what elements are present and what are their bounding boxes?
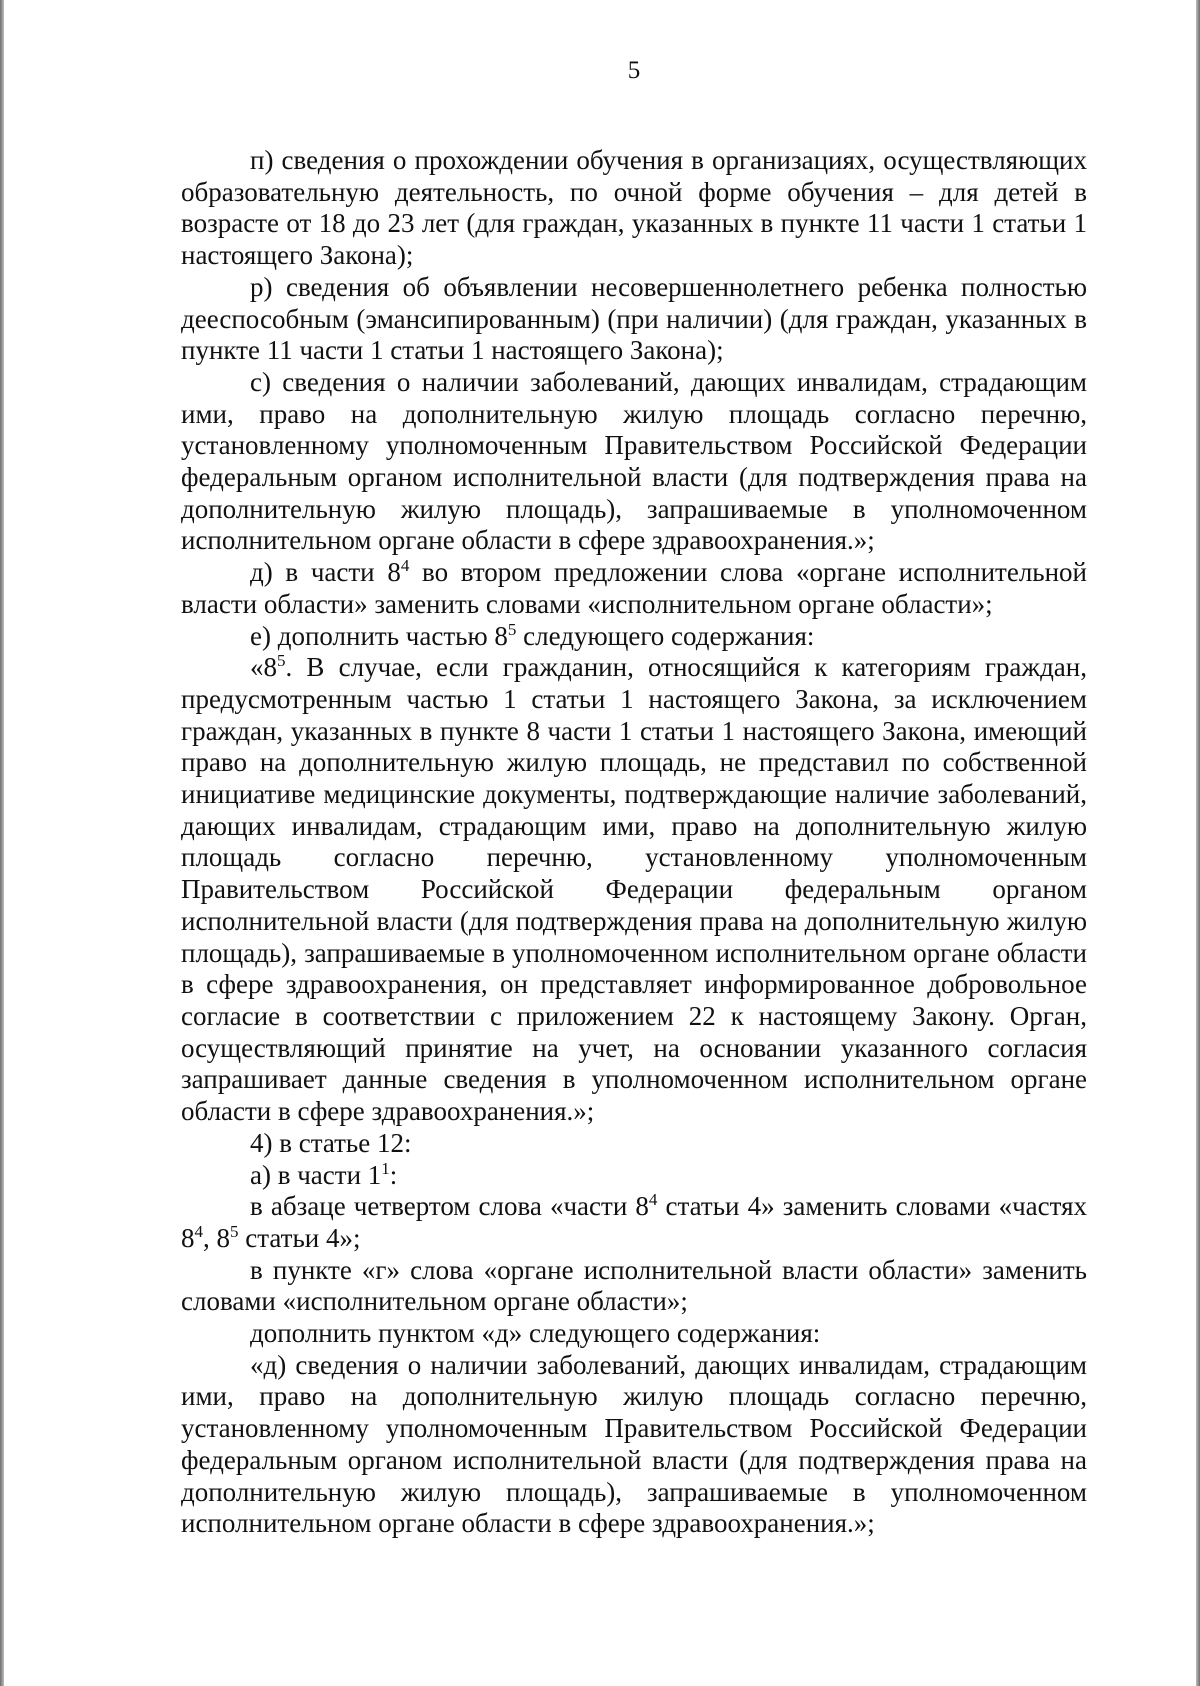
paragraph-part-8-5 (181, 652, 1087, 1128)
abzac-superscript-2: 4 (194, 1221, 203, 1241)
paragraph-point-d-text: «д) сведения о наличии заболеваний, дающих инвалидам, страдающим ими, право на дополнительную жилую площадь согласно перечню, установленному уполномоченным Правительством Российской Федерации федеральным органом исполнительной власти (для подтверждения права на дополнительную жилую площадь), запрашиваемые в уполномоченном исполнительном органе области в сфере здравоохранения.»; (181, 1349, 1087, 1539)
paragraph-item-p: п) сведения о прохождении обучения в организациях, осуществляющих образовательную деятельность, по очной форме обучения – для детей в возрасте от 18 до 23 лет (для граждан, указанных в пункте 11 части 1 статьи 1 настоящего Закона); (181, 145, 1087, 271)
part-8-5-text-before: «8 (250, 652, 277, 683)
item-e-superscript: 5 (507, 619, 517, 639)
abzac-text-2: статьи 4» заменить словами «частях 8 (181, 1191, 1087, 1253)
abzac-superscript-1: 4 (648, 1190, 658, 1210)
page-number: 5 (627, 57, 641, 84)
item-a-text-before: а) в части 1 (250, 1159, 382, 1190)
abzac-text-1: в абзаце четвертом слова «части 8 (250, 1191, 649, 1222)
item-a-text-after: : (389, 1159, 398, 1190)
paragraph-add-point-d: дополнить пунктом «д» следующего содержания: (250, 1318, 821, 1349)
document-body (181, 145, 1087, 1540)
paragraph-item-s: с) сведения о наличии заболеваний, дающих инвалидам, страдающим ими, право на дополнительную жилую площадь согласно перечню, установленному уполномоченным Правительством Российской Федерации федеральным органом исполнительной власти (для подтверждения права на дополнительную жилую площадь), запрашиваемые в уполномоченном исполнительном органе области в сфере здравоохранения.»; (181, 366, 1087, 556)
paragraph-item-a (181, 1160, 1087, 1192)
paragraph-item-d (181, 557, 1087, 620)
scan-edge-right (1196, 0, 1200, 1686)
item-a-superscript: 1 (381, 1158, 390, 1178)
abzac-text-4: статьи 4»; (238, 1222, 361, 1253)
part-8-5-text-after: . В случае, если гражданин, относящийся к категориям граждан, предусмотренным частью 1 статьи 1 настоящего Закона, за исключением граждан, указанных в пункте 8 части 1 статьи 1 настоящего Закона, имеющий право на дополнительную жилую площадь, не представил по собственной инициативе медицинские документы, подтверждающие наличие заболеваний, дающих инвалидам, страдающим ими, право на дополнительную жилую площадь согласно перечню, установленному уполномоченным Правительством Российской Федерации федеральным органом исполнительной власти (для подтверждения права на дополнительную жилую площадь), запрашиваемые в уполномоченном исполнительном органе области в сфере здравоохранения, он представляет информированное добровольное согласие в соответствии с приложением 22 к настоящему Закону. Орган, осуществляющий принятие на учет, на основании указанного согласия запрашивает данные сведения в уполномоченном исполнительном органе области в сфере здравоохранения.»; (181, 652, 1087, 1127)
item-d-text-after: во втором предложении слова «органе исполнительной власти области» заменить словами «исполнительном органе области»; (181, 557, 1088, 619)
item-e-text-before: е) дополнить частью 8 (250, 620, 508, 651)
item-d-text-before: д) в части 8 (250, 557, 401, 588)
item-d-superscript: 4 (400, 555, 410, 575)
paragraph-item-e (181, 621, 1087, 653)
abzac-text-3: , 8 (203, 1222, 230, 1253)
scan-edge-left (0, 0, 4, 1686)
paragraph-point-g: в пункте «г» слова «органе исполнительной власти области» заменить словами «исполнительном органе области»; (181, 1254, 1087, 1317)
paragraph-item-4: 4) в статье 12: (250, 1127, 412, 1158)
part-8-5-superscript: 5 (277, 651, 286, 671)
abzac-superscript-3: 5 (230, 1221, 239, 1241)
item-e-text-after: следующего содержания: (516, 620, 815, 651)
paragraph-abzac-fourth (181, 1191, 1087, 1254)
paragraph-item-r: р) сведения об объявлении несовершеннолетнего ребенка полностью дееспособным (эмансипированным) (при наличии) (для граждан, указанных в пункте 11 части 1 статьи 1 настоящего Закона); (181, 271, 1087, 366)
